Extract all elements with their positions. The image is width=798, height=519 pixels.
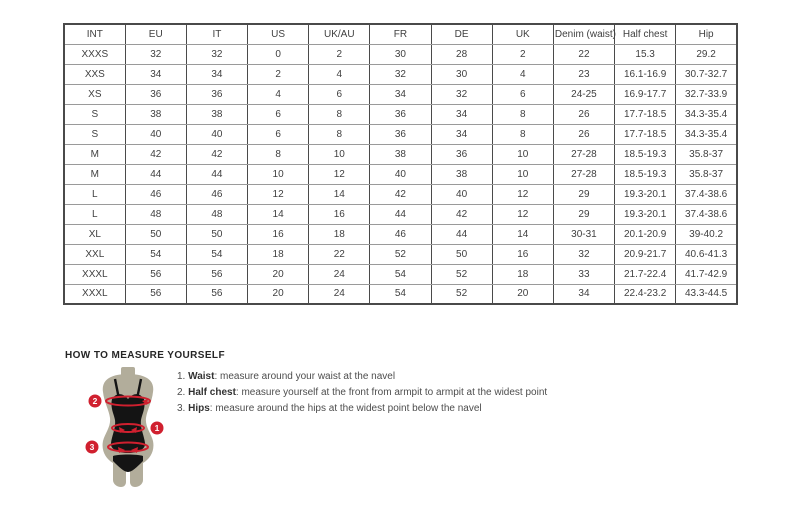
- table-cell: 20: [492, 284, 553, 304]
- table-row: [64, 144, 737, 164]
- table-cell: 10: [492, 164, 553, 184]
- table-cell: XXS: [64, 64, 125, 84]
- table-cell: 56: [186, 264, 247, 284]
- table-cell: 20.9-21.7: [615, 244, 676, 264]
- table-row: [64, 104, 737, 124]
- table-cell: 32: [553, 244, 614, 264]
- table-cell: 20: [248, 264, 309, 284]
- table-cell: 34: [125, 64, 186, 84]
- table-cell: 40: [370, 164, 431, 184]
- hips-badge-number: 3: [89, 442, 95, 452]
- table-cell: 50: [186, 224, 247, 244]
- table-cell: 19.3-20.1: [615, 204, 676, 224]
- table-cell: 21.7-22.4: [615, 264, 676, 284]
- table-cell: 24-25: [553, 84, 614, 104]
- measure-section-title: HOW TO MEASURE YOURSELF: [65, 350, 225, 361]
- table-cell: 52: [370, 244, 431, 264]
- table-cell: XL: [64, 224, 125, 244]
- table-row: [64, 264, 737, 284]
- table-cell: 26: [553, 124, 614, 144]
- table-cell: 16: [492, 244, 553, 264]
- table-cell: XXXL: [64, 284, 125, 304]
- step-number: 3.: [177, 403, 189, 414]
- table-cell: 26: [553, 104, 614, 124]
- table-cell: 42: [125, 144, 186, 164]
- table-column-header: FR: [370, 24, 431, 44]
- table-cell: 37.4-38.6: [676, 184, 737, 204]
- table-cell: 34.3-35.4: [676, 124, 737, 144]
- table-cell: 42: [431, 204, 492, 224]
- table-cell: 34.3-35.4: [676, 104, 737, 124]
- table-cell: 17.7-18.5: [615, 104, 676, 124]
- table-cell: 39-40.2: [676, 224, 737, 244]
- table-cell: 18.5-19.3: [615, 144, 676, 164]
- waist-badge-number: 1: [154, 423, 160, 433]
- table-cell: 18.5-19.3: [615, 164, 676, 184]
- table-cell: 32: [125, 44, 186, 64]
- table-cell: 46: [125, 184, 186, 204]
- table-cell: 6: [248, 124, 309, 144]
- table-cell: 44: [431, 224, 492, 244]
- table-cell: 19.3-20.1: [615, 184, 676, 204]
- table-cell: 12: [492, 204, 553, 224]
- table-cell: S: [64, 104, 125, 124]
- table-cell: 34: [553, 284, 614, 304]
- table-cell: 38: [370, 144, 431, 164]
- table-cell: 56: [125, 284, 186, 304]
- table-cell: 20.1-20.9: [615, 224, 676, 244]
- table-cell: M: [64, 164, 125, 184]
- table-cell: 48: [125, 204, 186, 224]
- table-cell: 38: [186, 104, 247, 124]
- table-cell: 42: [186, 144, 247, 164]
- table-cell: 44: [125, 164, 186, 184]
- table-cell: 29: [553, 204, 614, 224]
- measure-step-hips: [177, 404, 547, 414]
- table-cell: 40: [125, 124, 186, 144]
- table-cell: 2: [248, 64, 309, 84]
- table-cell: XXXL: [64, 264, 125, 284]
- table-cell: 52: [431, 264, 492, 284]
- table-column-header: US: [248, 24, 309, 44]
- table-cell: 34: [370, 84, 431, 104]
- table-cell: 54: [125, 244, 186, 264]
- table-cell: 43.3-44.5: [676, 284, 737, 304]
- table-cell: 33: [553, 264, 614, 284]
- table-cell: 36: [125, 84, 186, 104]
- step-term: Half chest: [188, 387, 236, 398]
- table-cell: 32.7-33.9: [676, 84, 737, 104]
- table-cell: 52: [431, 284, 492, 304]
- table-cell: 15.3: [615, 44, 676, 64]
- table-cell: XXXS: [64, 44, 125, 64]
- table-cell: 36: [370, 124, 431, 144]
- table-cell: 36: [186, 84, 247, 104]
- table-cell: 27-28: [553, 144, 614, 164]
- table-cell: 34: [186, 64, 247, 84]
- table-cell: 30: [370, 44, 431, 64]
- step-text: : measure yourself at the front from armpit to armpit at the widest point: [235, 387, 548, 398]
- table-cell: 30-31: [553, 224, 614, 244]
- table-cell: 22: [553, 44, 614, 64]
- table-cell: 54: [370, 284, 431, 304]
- table-cell: 16.9-17.7: [615, 84, 676, 104]
- table-cell: 17.7-18.5: [615, 124, 676, 144]
- table-cell: 16.1-16.9: [615, 64, 676, 84]
- table-cell: 40.6-41.3: [676, 244, 737, 264]
- table-row: [64, 84, 737, 104]
- table-row: [64, 64, 737, 84]
- table-column-header: EU: [125, 24, 186, 44]
- table-cell: M: [64, 144, 125, 164]
- table-row: [64, 164, 737, 184]
- table-cell: 2: [492, 44, 553, 64]
- table-cell: 8: [309, 104, 370, 124]
- table-cell: 40: [186, 124, 247, 144]
- table-cell: 22: [309, 244, 370, 264]
- table-cell: 6: [492, 84, 553, 104]
- table-cell: 4: [309, 64, 370, 84]
- table-header-row: [64, 24, 737, 44]
- step-term: Waist: [188, 371, 215, 382]
- table-cell: 56: [186, 284, 247, 304]
- chest-badge-number: 2: [92, 396, 98, 406]
- table-cell: 32: [370, 64, 431, 84]
- table-cell: 35.8-37: [676, 164, 737, 184]
- table-cell: 2: [309, 44, 370, 64]
- table-cell: 27-28: [553, 164, 614, 184]
- table-cell: 18: [309, 224, 370, 244]
- table-cell: 41.7-42.9: [676, 264, 737, 284]
- measure-step-half-chest: [177, 388, 547, 398]
- table-cell: 24: [309, 264, 370, 284]
- table-column-header: UK/AU: [309, 24, 370, 44]
- table-cell: 4: [248, 84, 309, 104]
- measurement-figure-illustration: [76, 366, 176, 492]
- table-column-header: Hip: [676, 24, 737, 44]
- table-cell: 30.7-32.7: [676, 64, 737, 84]
- table-cell: 10: [492, 144, 553, 164]
- table-cell: 16: [248, 224, 309, 244]
- table-cell: 54: [370, 264, 431, 284]
- table-cell: 40: [431, 184, 492, 204]
- table-cell: 35.8-37: [676, 144, 737, 164]
- table-cell: 32: [186, 44, 247, 64]
- table-cell: 12: [309, 164, 370, 184]
- table-cell: 10: [248, 164, 309, 184]
- table-cell: 36: [431, 144, 492, 164]
- table-cell: 6: [309, 84, 370, 104]
- table-cell: 56: [125, 264, 186, 284]
- table-cell: 20: [248, 284, 309, 304]
- table-column-header: UK: [492, 24, 553, 44]
- step-number: 2.: [177, 387, 189, 398]
- table-cell: 4: [492, 64, 553, 84]
- table-cell: 32: [431, 84, 492, 104]
- table-cell: 36: [370, 104, 431, 124]
- table-cell: L: [64, 204, 125, 224]
- table-cell: 18: [248, 244, 309, 264]
- table-cell: 44: [370, 204, 431, 224]
- table-cell: 28: [431, 44, 492, 64]
- table-cell: L: [64, 184, 125, 204]
- table-row: [64, 284, 737, 304]
- table-cell: 8: [492, 104, 553, 124]
- table-row: [64, 124, 737, 144]
- table-cell: 50: [431, 244, 492, 264]
- table-cell: 24: [309, 284, 370, 304]
- table-column-header: INT: [64, 24, 125, 44]
- table-cell: 8: [309, 124, 370, 144]
- table-cell: 44: [186, 164, 247, 184]
- table-column-header: IT: [186, 24, 247, 44]
- measure-step-waist: [177, 372, 547, 382]
- table-cell: 14: [492, 224, 553, 244]
- table-cell: 12: [492, 184, 553, 204]
- table-row: [64, 204, 737, 224]
- table-cell: 8: [248, 144, 309, 164]
- table-cell: 46: [370, 224, 431, 244]
- table-column-header: Half chest: [615, 24, 676, 44]
- step-text: : measure around your waist at the navel: [214, 371, 396, 382]
- table-row: [64, 44, 737, 64]
- table-cell: 42: [370, 184, 431, 204]
- step-number: 1.: [177, 371, 189, 382]
- table-row: [64, 184, 737, 204]
- table-cell: 14: [309, 184, 370, 204]
- table-cell: 10: [309, 144, 370, 164]
- table-cell: XXL: [64, 244, 125, 264]
- size-table-body: [64, 44, 737, 304]
- table-cell: 22.4-23.2: [615, 284, 676, 304]
- table-cell: 48: [186, 204, 247, 224]
- table-cell: 8: [492, 124, 553, 144]
- step-text: : measure around the hips at the widest point below the navel: [209, 403, 482, 414]
- measure-steps-list: [177, 372, 547, 420]
- table-column-header: Denim (waist): [553, 24, 614, 44]
- table-cell: 29.2: [676, 44, 737, 64]
- table-cell: 29: [553, 184, 614, 204]
- size-chart-table: [63, 23, 738, 305]
- table-cell: 38: [125, 104, 186, 124]
- table-cell: XS: [64, 84, 125, 104]
- table-cell: 14: [248, 204, 309, 224]
- table-cell: 30: [431, 64, 492, 84]
- table-cell: 37.4-38.6: [676, 204, 737, 224]
- table-row: [64, 224, 737, 244]
- step-term: Hips: [188, 403, 210, 414]
- table-column-header: DE: [431, 24, 492, 44]
- table-cell: 34: [431, 104, 492, 124]
- table-cell: S: [64, 124, 125, 144]
- table-cell: 46: [186, 184, 247, 204]
- table-cell: 16: [309, 204, 370, 224]
- table-cell: 38: [431, 164, 492, 184]
- table-cell: 12: [248, 184, 309, 204]
- table-cell: 0: [248, 44, 309, 64]
- table-cell: 6: [248, 104, 309, 124]
- table-cell: 34: [431, 124, 492, 144]
- table-cell: 50: [125, 224, 186, 244]
- table-cell: 23: [553, 64, 614, 84]
- table-cell: 18: [492, 264, 553, 284]
- table-cell: 54: [186, 244, 247, 264]
- table-row: [64, 244, 737, 264]
